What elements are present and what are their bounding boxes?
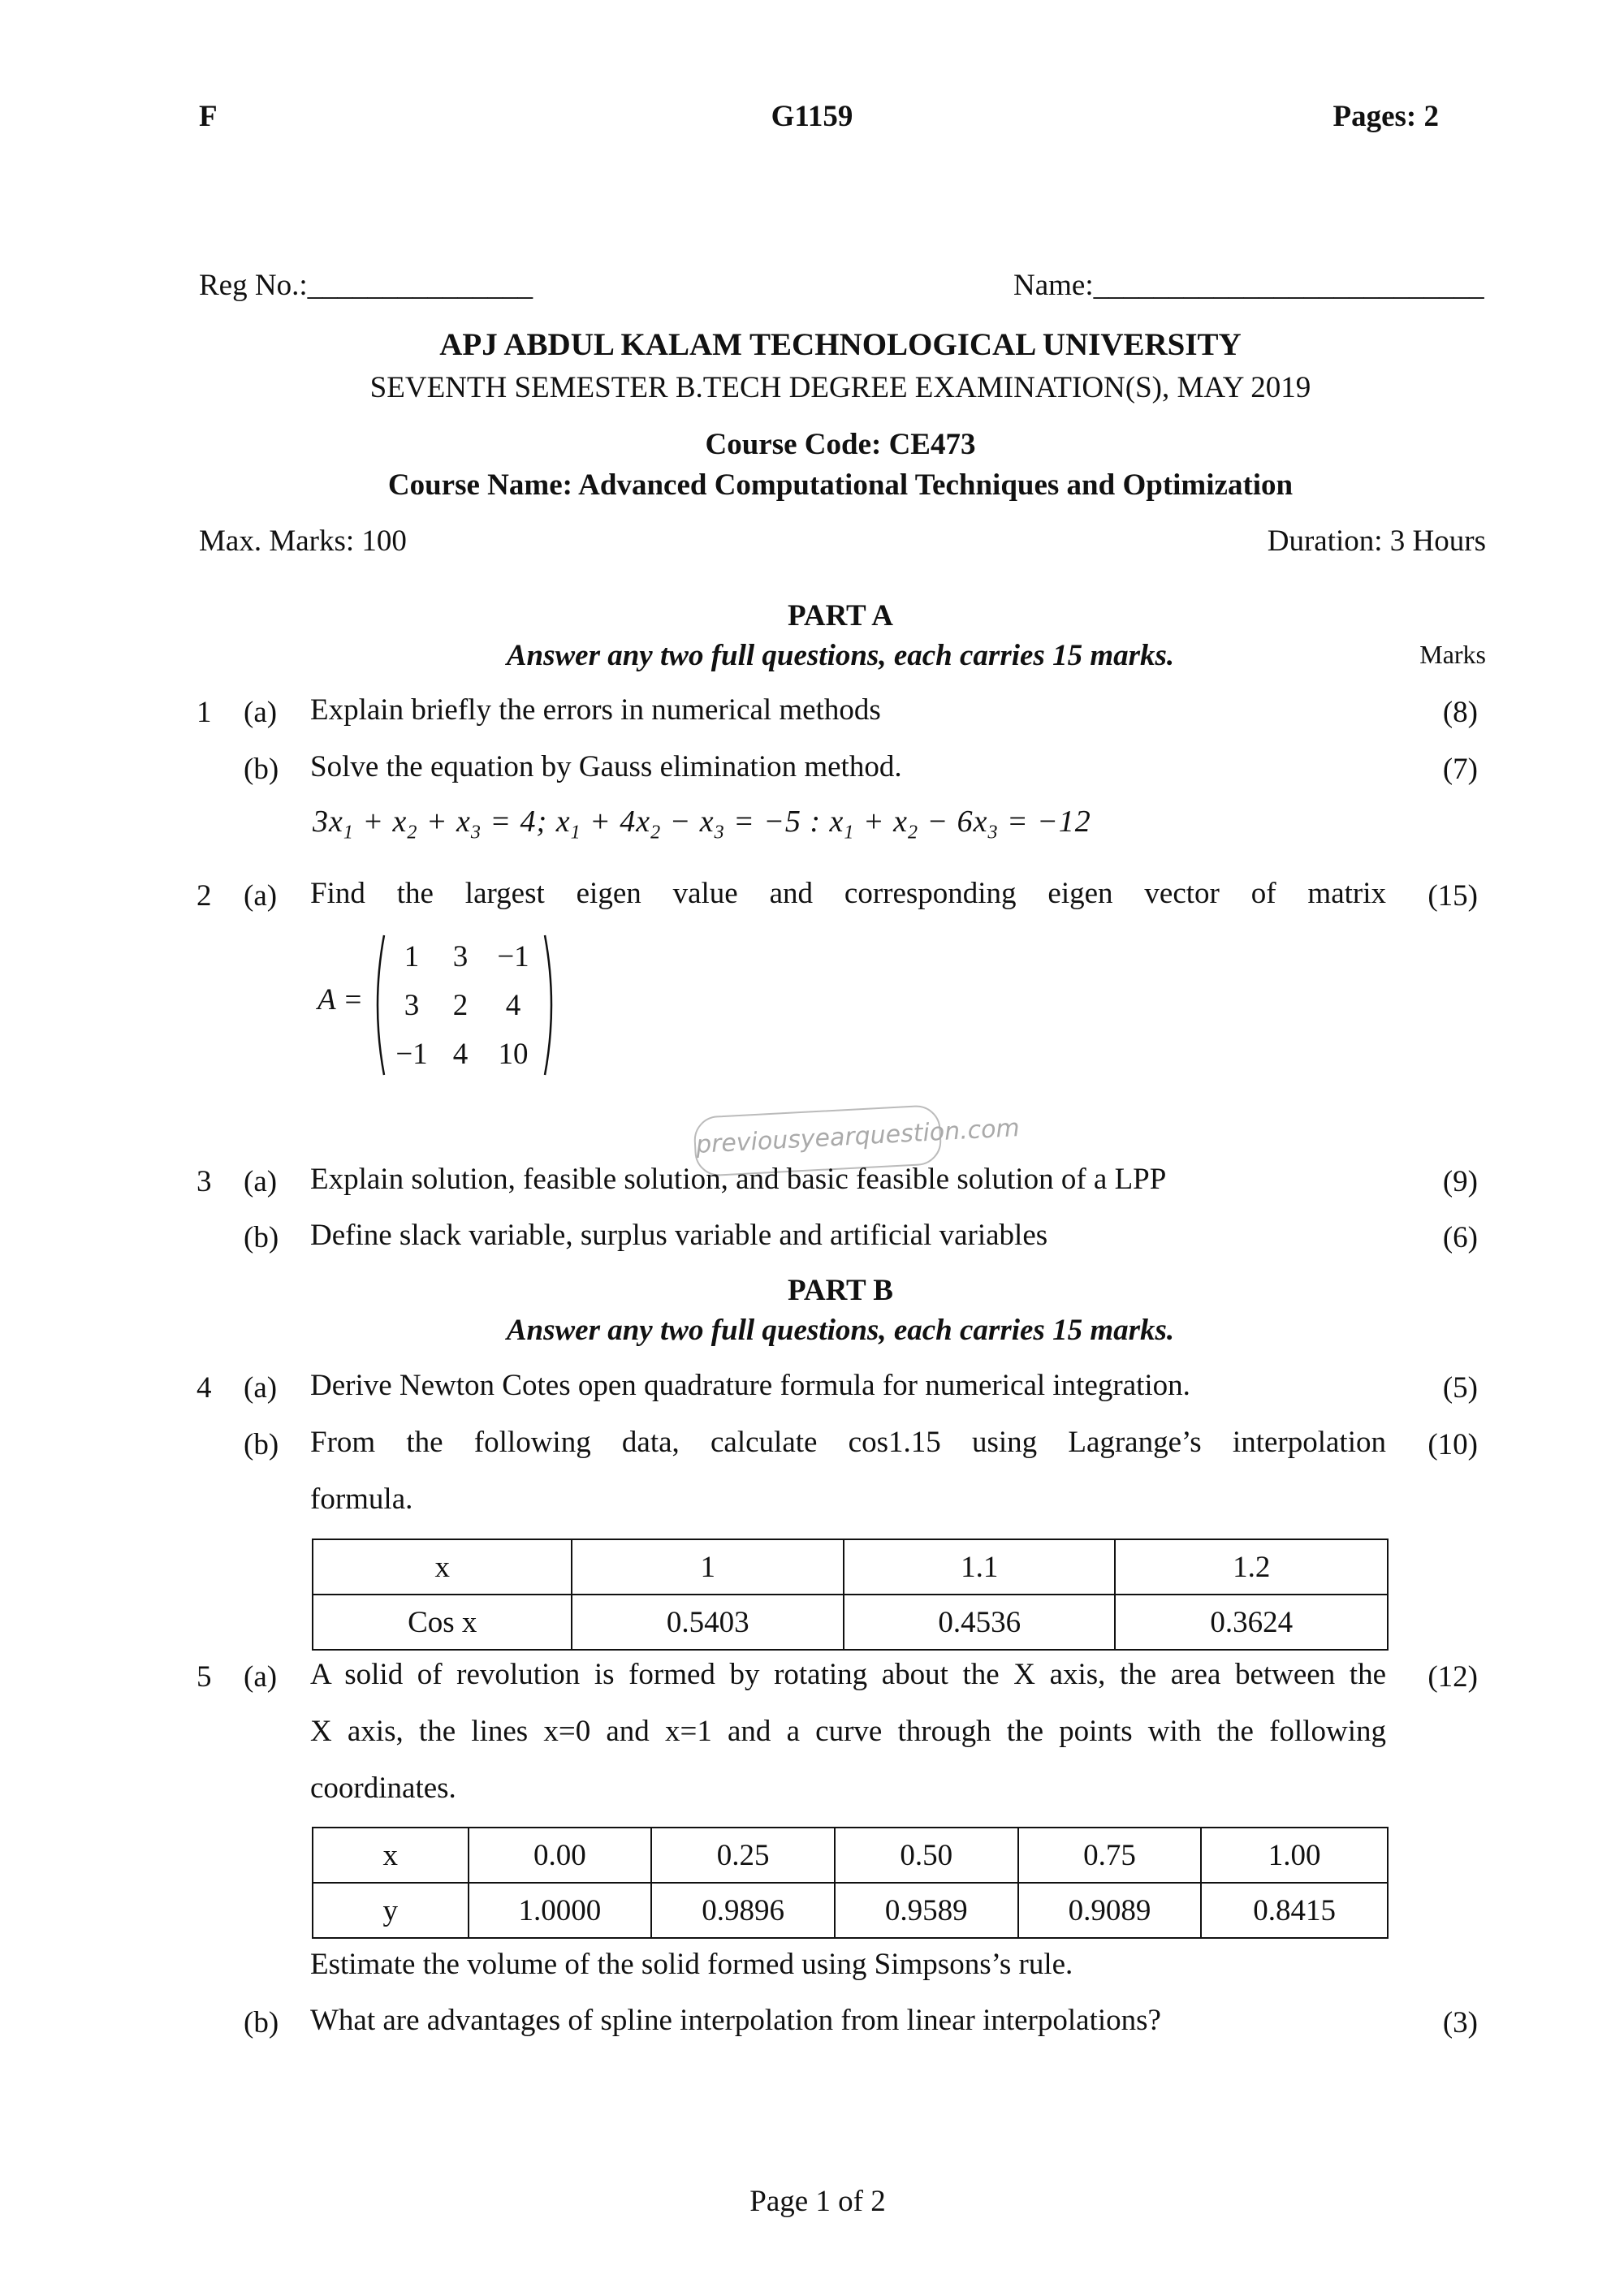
table-cell: 0.3624 [1115,1595,1388,1650]
table-cell: 0.9896 [651,1883,835,1938]
question-text: What are advantages of spline interpolation from linear interpolations? [310,2004,1161,2037]
marks-heading: Marks [1419,640,1486,669]
part-b-instruction: Answer any two full questions, each carries 15 marks. [506,1314,1175,1347]
subquestion-label: (a) [244,1165,278,1198]
question-marks: (10) [1427,1428,1478,1461]
linear-equations: $3x_1 + x_2 + x_3 = 4$; $x_1 + 4x_2 - x_3 = -5$ : $x_1 + x_2 - 6x_3 = -12$ [313,805,1091,844]
table-cell: 1.2 [1115,1539,1388,1595]
question-number: 3 [197,1165,212,1198]
name-field: Name:__________________________ [1013,269,1484,302]
table-cell: 0.9089 [1018,1883,1202,1938]
matrix-cell: 10 [498,1037,529,1071]
table-cell: 0.50 [835,1828,1018,1883]
table-row [313,1828,1388,1883]
question-number: 2 [197,879,212,913]
table-row [313,1883,1388,1938]
exam-title: SEVENTH SEMESTER B.TECH DEGREE EXAMINATION(S), MAY 2019 [369,371,1311,404]
max-marks: Max. Marks: 100 [199,524,407,558]
question-marks: (8) [1442,696,1478,729]
question-text-line2: X axis, the lines x=0 and x=1 and a curve through the points with the following [310,1715,1386,1748]
table-cell: 1.1 [844,1539,1116,1595]
course-code: Course Code: CE473 [705,428,976,461]
question-number: 5 [197,1660,212,1694]
watermark: previousyearquestion.com [693,1104,942,1177]
table-row [313,1595,1388,1650]
matrix-right-paren [542,932,559,1078]
table-cell: 1 [572,1539,844,1595]
question-number: 4 [197,1371,212,1405]
table-cell: 0.75 [1018,1828,1202,1883]
question-text-line1: From the following data, calculate cos1.15 using Lagrange’s interpolation [310,1426,1386,1459]
reg-no-field: Reg No.:_______________ [199,269,533,302]
table-cell: 0.9589 [835,1883,1018,1938]
table-cell: 1.00 [1201,1828,1388,1883]
question-text: Solve the equation by Gauss elimination method. [310,750,902,783]
matrix-grid [387,932,542,1078]
table-cell: x [313,1828,469,1883]
subquestion-label: (b) [244,1428,279,1461]
question-marks: (9) [1442,1165,1478,1198]
paper-code: G1159 [771,100,853,133]
question-marks: (3) [1442,2006,1478,2039]
table-cell: 0.4536 [844,1595,1116,1650]
matrix-cell: 3 [452,939,469,973]
question-marks: (6) [1442,1221,1478,1254]
table-cell: x [313,1539,572,1595]
duration: Duration: 3 Hours [1267,524,1486,558]
table-cell: 0.8415 [1201,1883,1388,1938]
table-cell: y [313,1883,469,1938]
matrix-cell: −1 [497,939,529,973]
question-marks: (7) [1442,753,1478,786]
subquestion-label: (b) [244,1221,279,1254]
course-name: Course Name: Advanced Computational Techniques and Optimization [387,468,1294,502]
question-number: 1 [197,696,212,729]
question-text: Derive Newton Cotes open quadrature formula for numerical integration. [310,1369,1190,1402]
question-text-after-table: Estimate the volume of the solid formed using Simpsons’s rule. [310,1948,1073,1981]
part-a-instruction: Answer any two full questions, each carries 15 marks. [506,639,1175,672]
matrix-cell: 4 [505,988,521,1022]
subquestion-label: (b) [244,2006,279,2039]
question-marks: (15) [1427,879,1478,913]
solid-coordinates-table [312,1827,1389,1939]
matrix-cell: 4 [452,1037,469,1071]
subquestion-label: (a) [244,879,278,913]
question-text: Explain solution, feasible solution, and basic feasible solution of a LPP [310,1163,1167,1196]
table-row [313,1539,1388,1595]
table-cell: 0.25 [651,1828,835,1883]
matrix-left-paren [369,932,387,1078]
matrix-label: A = [317,983,364,1016]
part-b-title: PART B [788,1274,893,1307]
table-cell: Cos x [313,1595,572,1650]
question-text: Explain briefly the errors in numerical methods [310,693,881,727]
set-code: F [199,100,218,133]
question-text: Define slack variable, surplus variable and artificial variables [310,1219,1048,1252]
subquestion-label: (a) [244,1371,278,1405]
university-name: APJ ABDUL KALAM TECHNOLOGICAL UNIVERSITY [439,327,1242,362]
question-marks: (5) [1442,1371,1478,1405]
question-text-line3: coordinates. [310,1772,456,1805]
subquestion-label: (a) [244,1660,278,1694]
matrix-cell: −1 [395,1037,428,1071]
subquestion-label: (b) [244,753,279,786]
table-cell: 0.00 [469,1828,652,1883]
table-cell: 0.5403 [572,1595,844,1650]
question-text-line1: A solid of revolution is formed by rotating about the X axis, the area between the [310,1658,1386,1691]
subquestion-label: (a) [244,696,278,729]
matrix-cell: 3 [404,988,420,1022]
question-marks: (12) [1427,1660,1478,1694]
question-text: Find the largest eigen value and corresponding eigen vector of matrix [310,877,1386,910]
part-a-title: PART A [788,599,893,632]
page-footer: Page 1 of 2 [749,2185,886,2218]
matrix-cell: 2 [452,988,469,1022]
question-text-line2: formula. [310,1482,413,1516]
cos-data-table [312,1539,1389,1651]
matrix-cell: 1 [404,939,420,973]
page-count: Pages: 2 [1332,100,1439,133]
table-cell: 1.0000 [469,1883,652,1938]
